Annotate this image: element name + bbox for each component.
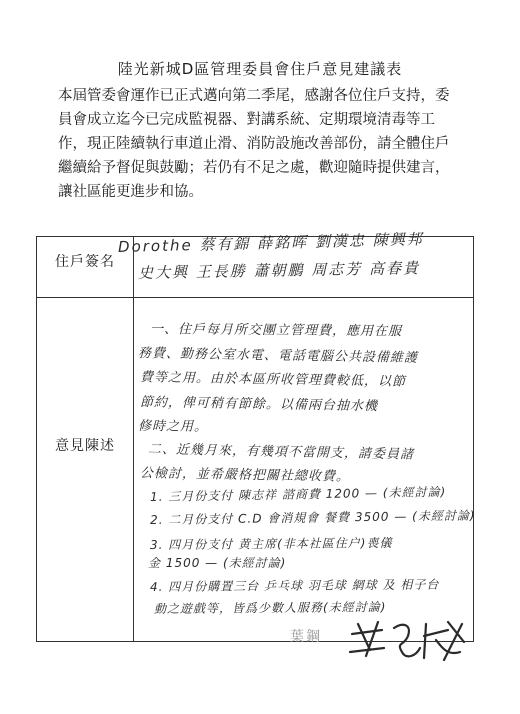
intro-line: 本屆管委會運作已正式邁向第二季尾，感謝各位住戶支持，委	[58, 88, 450, 104]
handwritten-opinion-line: 公檢討，並希嚴格把關社總收費。	[139, 466, 351, 485]
intro-line: 繼續給予督促與鼓勵；若仍有不足之處，歡迎隨時提供建言，	[58, 160, 450, 176]
handwritten-opinion-line: 4. 四月份購置三台 乒乓球 羽毛球 網球 及 相子台	[149, 577, 440, 594]
handwritten-opinion-line: 2. 二月份支付 C.D 會消規會 餐費 3500 — (未經討論)	[149, 508, 476, 527]
handwritten-opinion-line: 修時之用。	[137, 419, 209, 435]
handwritten-opinion-line: 1. 三月份支付 陳志祥 諮商費 1200 — (未經討論)	[149, 484, 447, 504]
handwritten-opinion-line: 節約，俾可稍有節餘。以備兩台抽水機	[139, 395, 379, 415]
signer-mark: 葉鋼	[290, 629, 322, 645]
handwritten-opinion-line: 一、住戶每月所交團立管理費，應用在服	[149, 322, 403, 340]
handwritten-opinion-line: 3. 四月份支付 黄主席(非本社區住户)喪儀	[149, 535, 393, 552]
intro-paragraph	[58, 84, 478, 204]
handwritten-signature-row: Dorothe 蔡有錦 薛銘晖 劉漢忠 陳興邦	[117, 229, 424, 256]
intro-line: 讓社區能更進步和協。	[58, 184, 203, 200]
document-title: 陸光新城D區管理委員會住戶意見建議表	[117, 60, 403, 78]
handwritten-opinion-line: 二、近幾月來，有幾項不當開支，請委員諸	[147, 442, 415, 463]
handwritten-opinion-line: 費等之用。由於本區所收管理費較低，以節	[139, 370, 407, 390]
signature-label: 住戶簽名	[55, 254, 115, 270]
intro-line: 員會成立迄今已完成監視器、對講系統、定期環境清毒等工	[58, 112, 435, 128]
handwritten-opinion-line: 務費、勤務公室水電、電話電腦公共設備維護	[137, 346, 419, 366]
opinion-label: 意見陳述	[55, 438, 115, 454]
table-row-divider	[37, 297, 473, 298]
handwritten-opinion-line: 動之遊戲等，皆爲少數人服務(未經討論)	[153, 599, 387, 616]
handwritten-signature-row: 史大興 王長勝 蕭朝鵬 周志芳 高春貴	[137, 259, 421, 282]
handwritten-signature	[344, 612, 474, 672]
handwritten-opinion-line: 金 1500 — (未經討論)	[148, 556, 287, 570]
intro-line: 作，現正陸續執行車道止滑、消防設施改善部份，請全體住戶	[58, 136, 450, 152]
